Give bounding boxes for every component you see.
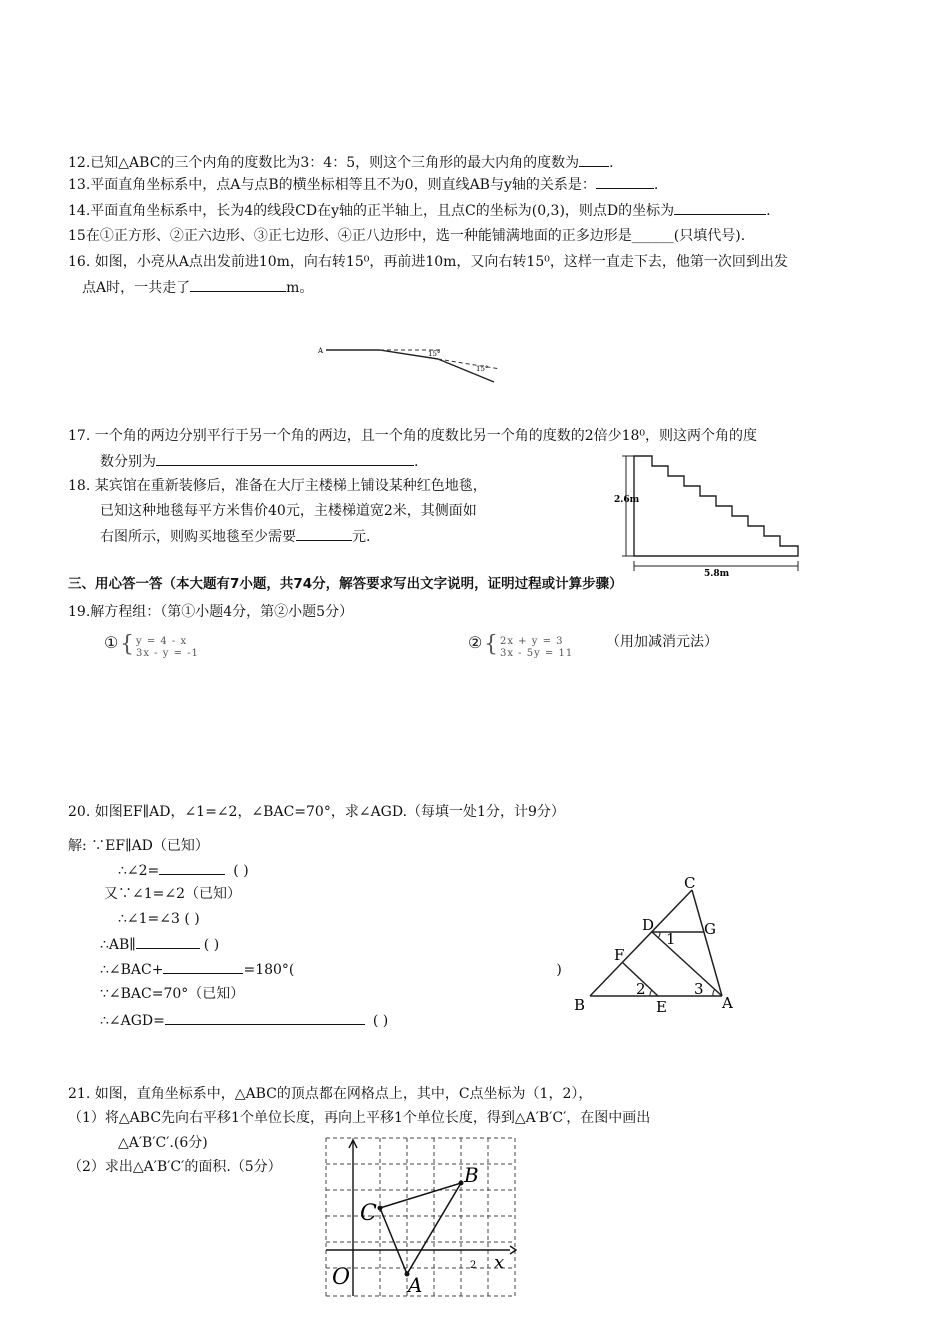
point-B: [459, 1181, 464, 1186]
question-13: 13.平面直角坐标系中，点A与点B的横坐标相等且不为0，则直线AB与y轴的关系是： .: [68, 174, 658, 195]
point-C-label: C: [684, 874, 696, 892]
answer-blank[interactable]: [674, 200, 766, 215]
angle-1-arc: [658, 932, 660, 938]
q20-step-1: ∴∠2= ( ): [118, 860, 249, 881]
question-14: 14.平面直角坐标系中，长为4的线段CD在y轴的正半轴上，且点C的坐标为(0,3)，则点D的坐标为 .: [68, 200, 771, 221]
q19-1-equation-2: 3x - y = -1: [136, 648, 199, 659]
x-tick-label: 2: [470, 1260, 477, 1271]
answer-blank[interactable]: [156, 451, 414, 466]
stairs-figure: [612, 452, 808, 578]
q19-1-equation-1: y = 4 - x: [136, 636, 188, 647]
q20-step-7: ∴∠AGD= ( ): [100, 1010, 388, 1031]
q19-2-equation-2: 3x - 5y = 11: [500, 648, 574, 659]
stairs-height-label: 2.6m: [614, 495, 640, 505]
q20-step-4: ∴AB∥ ( ): [100, 934, 219, 955]
q20-step-5: ∴∠BAC+ =180°( ): [100, 959, 562, 980]
question-17-line1: 17. 一个角的两边分别平行于另一个角的两边，且一个角的度数比另一个角的度数的2倍少18⁰，则这两个角的度: [68, 428, 758, 444]
point-C-label: C: [360, 1201, 377, 1226]
question-15: 15在①正方形、②正六边形、③正七边形、④正八边形中，选一种能铺满地面的正多边形是______(只填代号).: [68, 228, 746, 244]
q19-2-note: （用加减消元法）: [606, 634, 718, 650]
answer-blank[interactable]: [136, 934, 200, 949]
angle-3-arc: [713, 989, 715, 996]
point-C: [378, 1206, 383, 1211]
q20-step-6: ∵∠BAC=70°（已知）: [100, 986, 245, 1002]
angle-2-label: 2: [636, 980, 646, 998]
answer-blank[interactable]: [159, 860, 225, 875]
answer-blank[interactable]: [165, 1010, 365, 1025]
q19-2-equation-1: 2x + y = 3: [500, 636, 564, 647]
extension-line: [438, 359, 500, 369]
angle-1-label: 1: [666, 930, 676, 948]
walk-figure: [318, 336, 508, 386]
answer-blank[interactable]: [296, 526, 352, 541]
angle-label: 15°: [476, 365, 489, 373]
point-B-label: B: [574, 996, 586, 1014]
question-17-line2: 数分别为 .: [100, 451, 418, 472]
q21-part-2: （2）求出△A′B′C′的面积.（5分）: [68, 1159, 282, 1175]
q19-1-label: ①: [104, 633, 119, 652]
system-brace: {: [484, 632, 498, 657]
stairs-width-label: 5.8m: [704, 569, 730, 579]
angle-label: 15°: [428, 350, 441, 358]
question-19: 19.解方程组：（第①小题4分，第②小题5分）: [68, 604, 354, 620]
stairs-outline: [634, 456, 798, 556]
answer-blank[interactable]: [190, 277, 286, 292]
q20-step-0: 解: ∵EF∥AD（已知）: [68, 838, 209, 854]
point-A-label: A: [408, 1273, 423, 1297]
point-F-label: F: [614, 946, 625, 964]
section-3-heading: 三、用心答一答（本大题有7小题，共74分，解答要求写出文字说明，证明过程或计算步骤）: [68, 576, 623, 592]
coordinate-grid-figure: [326, 1138, 516, 1298]
answer-blank[interactable]: [163, 959, 243, 974]
segment-DA: [652, 932, 722, 996]
angle-2-arc: [650, 990, 652, 996]
question-20: 20. 如图EF∥AD，∠1=∠2，∠BAC=70°，求∠AGD.（每填一处1分，计9分）: [68, 804, 565, 820]
angle-3-label: 3: [694, 980, 704, 998]
question-18-line1: 18. 某宾馆在重新装修后，准备在大厅主楼梯上铺设某种红色地毯，: [68, 478, 487, 494]
q20-step-3: ∴∠1=∠3 ( ): [118, 911, 200, 927]
point-B-label: B: [464, 1163, 479, 1187]
q21-part-1-cont: △A′B′C′.(6分): [118, 1135, 208, 1151]
x-axis-label: x: [494, 1252, 505, 1273]
question-12: 12.已知△ABC的三个内角的度数比为3：4：5，则这个三角形的最大内角的度数为 .: [68, 152, 614, 173]
system-brace: {: [120, 632, 134, 657]
q19-2-label: ②: [468, 633, 483, 652]
question-16-line2: 点A时，一共走了 m。: [82, 277, 313, 298]
question-18-line2: 已知这种地毯每平方米售价40元，主楼梯道宽2米，其侧面如: [100, 503, 477, 519]
point-A-label: A: [722, 994, 733, 1012]
q20-step-2: 又∵∠1=∠2（已知）: [104, 886, 242, 902]
point-G-label: G: [704, 920, 716, 938]
triangle-figure: [570, 872, 740, 1022]
point-D-label: D: [642, 916, 655, 934]
walk-point-label: A: [318, 347, 324, 355]
question-21: 21. 如图，直角坐标系中，△ABC的顶点都在网格点上，其中，C点坐标为（1，2），: [68, 1086, 593, 1102]
answer-blank[interactable]: [579, 152, 609, 167]
point-E-label: E: [656, 998, 667, 1016]
triangle-ABC: [380, 1183, 461, 1274]
origin-label: O: [332, 1265, 351, 1290]
answer-blank[interactable]: [596, 174, 654, 189]
question-16-line1: 16. 如图，小亮从A点出发前进10m，向右转15⁰，再前进10m，又向右转15⁰，这样一直走下去，他第一次回到出发: [68, 254, 788, 270]
q21-part-1: （1）将△ABC先向右平移1个单位长度，再向上平移1个单位长度，得到△A′B′C′，在图中画出: [68, 1110, 651, 1126]
question-18-line3: 右图所示，则购买地毯至少需要 元.: [100, 526, 370, 547]
